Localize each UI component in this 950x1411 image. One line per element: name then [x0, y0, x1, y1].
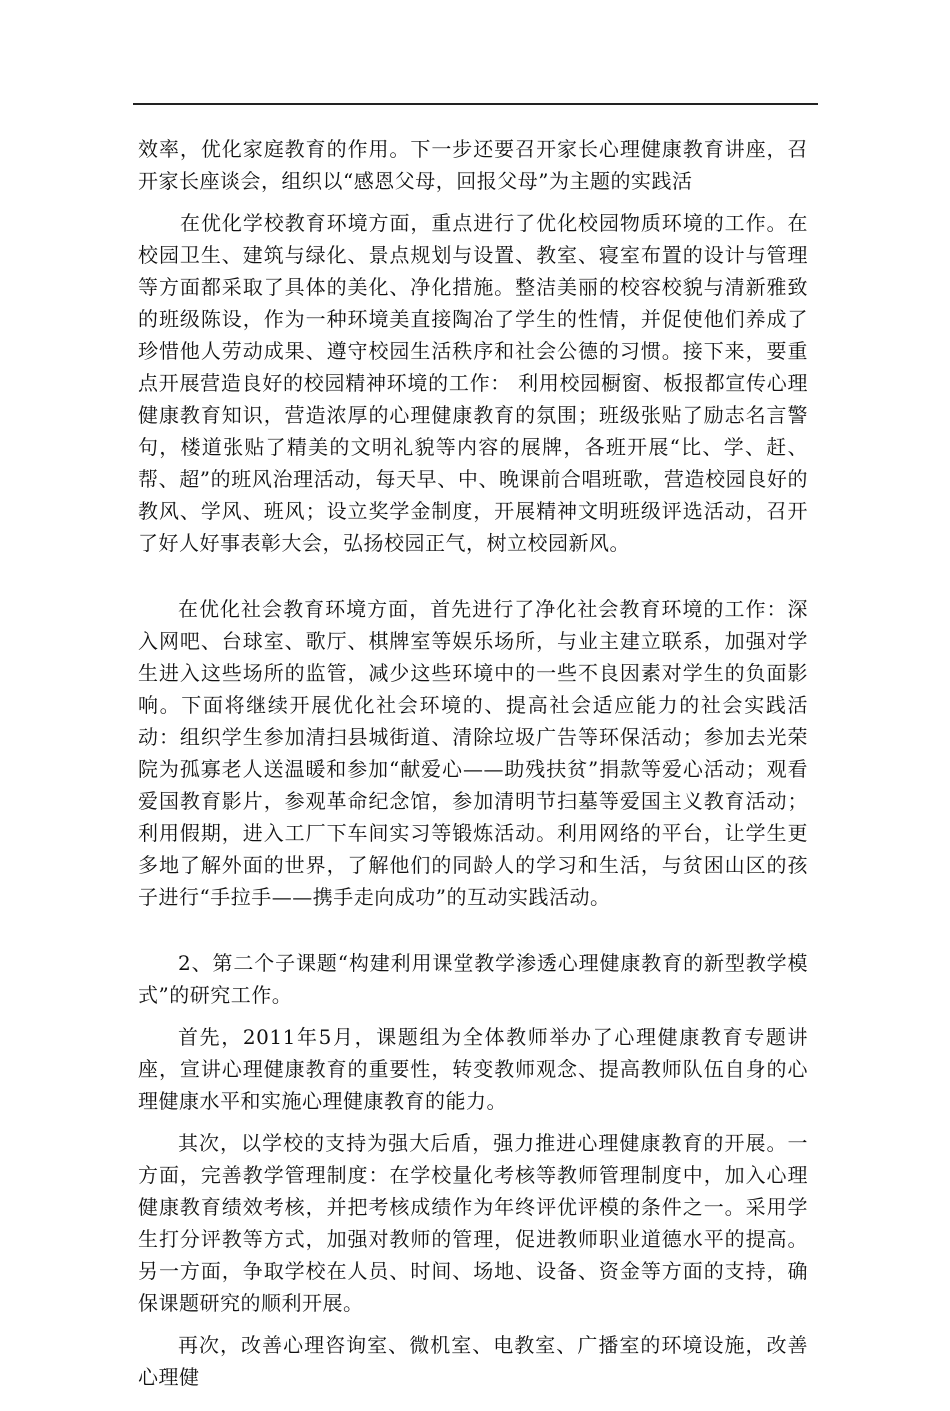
paragraph-social-environment: 在优化社会教育环境方面，首先进行了净化社会教育环境的工作：深入网吧、台球室、歌厅、棋牌室等娱乐场所，与业主建立联系，加强对学生进入这些场所的监管，减少这些环境中的一些不良因素对学生的负面影响。下面将继续开展优化社会环境的、提高社会适应能力的社会实践活动：组织学生参加清扫县城街道、清除垃圾广告等环保活动；参加去光荣院为孤寡老人送温暖和参加“献爱心——助残扶贫”捐款等爱心活动；观看爱国教育影片，参观革命纪念馆，参加清明节扫墓等爱国主义教育活动；利用假期，进入工厂下车间实习等锻炼活动。利用网络的平台，让学生更多地了解外面的世界，了解他们的同龄人的学习和生活，与贫困山区的孩子进行“手拉手——携手走向成功”的互动实践活动。: [138, 597, 808, 909]
paragraph-school-environment: 在优化学校教育环境方面，重点进行了优化校园物质环境的工作。在校园卫生、建筑与绿化、景点规划与设置、教室、寝室布置的设计与管理等方面都采取了具体的美化、净化措施。整洁美丽的校容校貌与清新雅致的班级陈设，作为一种环境美直接陶冶了学生的性情，并促使他们养成了珍惜他人劳动成果、遵守校园生活秩序和社会公德的习惯。接下来，要重点开展营造良好的校园精神环境的工作： 利用校园橱窗、板报都宣传心理健康教育知识，营造浓厚的心理健康教育的氛围；班级张贴了励志名言警句，楼道张贴了精美的文明礼貌等内容的展牌，各班开展“比、学、赶、帮、超”的班风治理活动，每天早、中、晚课前合唱班歌，营造校园良好的教风、学风、班风；设立奖学金制度，开展精神文明班级评选活动，召开了好人好事表彰大会，弘扬校园正气，树立校园新风。: [138, 211, 808, 555]
paragraph-subtopic-two: 2、第二个子课题“构建利用课堂教学渗透心理健康教育的新型教学模式”的研究工作。: [138, 951, 808, 1007]
document-body: [138, 133, 808, 1411]
paragraph-second-step: 其次，以学校的支持为强大后盾，强力推进心理健康教育的开展。一方面，完善教学管理制度：在学校量化考核等教师管理制度中，加入心理健康教育绩效考核，并把考核成绩作为年终评优评模的条件之一。采用学生打分评教等方式，加强对教师的管理，促进教师职业道德水平的提高。另一方面，争取学校在人员、时间、场地、设备、资金等方面的支持，确保课题研究的顺利开展。: [138, 1131, 808, 1315]
header-rule: [133, 103, 818, 105]
paragraph-first-step: 首先，2011年5月，课题组为全体教师举办了心理健康教育专题讲座，宣讲心理健康教育的重要性，转变教师观念、提高教师队伍自身的心理健康水平和实施心理健康教育的能力。: [138, 1025, 808, 1113]
paragraph-family-education: 效率，优化家庭教育的作用。下一步还要召开家长心理健康教育讲座，召开家长座谈会，组织以“感恩父母，回报父母”为主题的实践活: [138, 137, 808, 193]
paragraph-third-step: 再次，改善心理咨询室、微机室、电教室、广播室的环境设施，改善心理健: [138, 1333, 808, 1389]
